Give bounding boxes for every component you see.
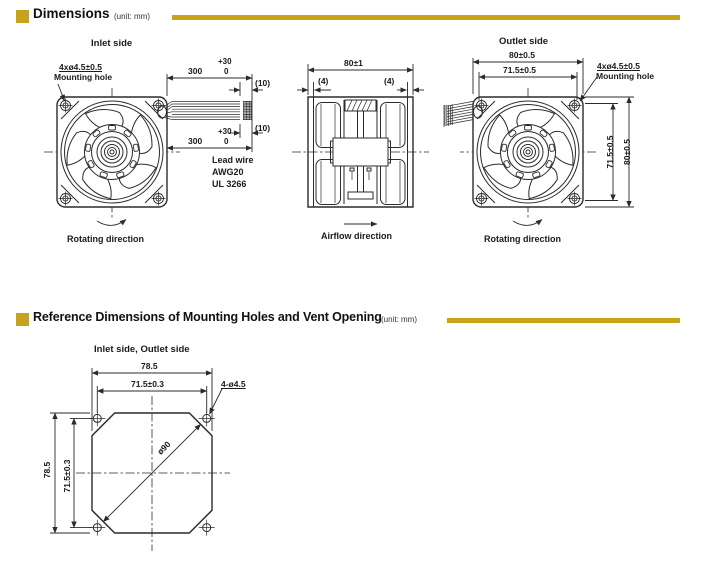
- reference-height-inner-dim: 71.5±0.3: [61, 459, 72, 493]
- section-bullet-dimensions: [16, 10, 29, 23]
- side-dimension-lines: [297, 64, 424, 97]
- outlet-mounting-hole-dim: 4xø4.5±0.5: [597, 61, 640, 71]
- section-unit-reference: (unit: mm): [381, 315, 417, 324]
- lead-tolerance-zero-bottom: 0: [224, 136, 229, 146]
- lead-length-dim-top: 300: [188, 66, 203, 76]
- lead-tolerance-plus-bottom: +30: [218, 127, 232, 136]
- outlet-view-label: Outlet side: [499, 36, 549, 47]
- outlet-lead-wires: [444, 101, 473, 127]
- airflow-direction-label: Airflow direction: [321, 231, 393, 241]
- reference-hole-dim: 4-ø4.5: [221, 379, 246, 389]
- section-bullet-reference: [16, 313, 29, 326]
- reference-width-inner-dim: 71.5±0.3: [131, 379, 165, 389]
- side-flange-dim-right: (4): [384, 76, 395, 86]
- outlet-rotating-arrow: [513, 220, 542, 226]
- outlet-height-inner-dim: 71.5±0.5: [604, 135, 615, 169]
- lead-wire-label-line2: AWG20: [212, 167, 244, 177]
- section-title-dimensions: Dimensions: [33, 6, 110, 21]
- outlet-width-outer-dim: 80±0.5: [509, 50, 535, 60]
- inlet-mounting-hole-dim: 4xø4.5±0.5: [59, 62, 102, 72]
- lead-tolerance-plus-top: +30: [218, 57, 232, 66]
- reference-vent-circle-dim: ø90: [155, 439, 173, 457]
- side-depth-dim: 80±1: [344, 58, 363, 68]
- side-flange-dim-left: (4): [318, 76, 329, 86]
- inlet-lead-wires: [164, 101, 252, 120]
- vent-dimension-lines: [50, 368, 222, 533]
- inlet-view-label: Inlet side: [91, 38, 133, 49]
- outlet-mounting-hole-label: Mounting hole: [596, 71, 655, 81]
- inlet-mounting-hole-label: Mounting hole: [54, 72, 113, 82]
- section-rule-dimensions: [172, 15, 680, 20]
- outlet-height-outer-dim: 80±0.5: [621, 139, 632, 165]
- reference-height-outer-dim: 78.5: [41, 461, 52, 479]
- strip-length-dim-bottom: (10): [255, 123, 271, 133]
- vent-opening-drawing: [50, 368, 230, 551]
- section-unit-dimensions: (unit: mm): [114, 12, 150, 21]
- section-title-reference: Reference Dimensions of Mounting Holes and Vent Opening: [33, 310, 382, 324]
- outlet-width-inner-dim: 71.5±0.5: [503, 65, 537, 75]
- inlet-fan-drawing: [44, 74, 263, 225]
- side-section-drawing: [292, 64, 429, 224]
- lead-length-dim-bottom: 300: [188, 136, 203, 146]
- section-rule-reference: [447, 318, 680, 323]
- lead-wire-label-line3: UL 3266: [212, 179, 247, 189]
- strip-length-dim-top: (10): [255, 78, 271, 88]
- reference-view-label: Inlet side, Outlet side: [94, 344, 190, 355]
- lead-tolerance-zero-top: 0: [224, 66, 229, 76]
- inlet-rotating-direction-label: Rotating direction: [67, 234, 144, 244]
- outlet-rotating-direction-label: Rotating direction: [484, 234, 561, 244]
- reference-width-outer-dim: 78.5: [141, 361, 158, 371]
- lead-wire-label-line1: Lead wire: [212, 155, 254, 165]
- inlet-rotating-arrow: [97, 220, 126, 226]
